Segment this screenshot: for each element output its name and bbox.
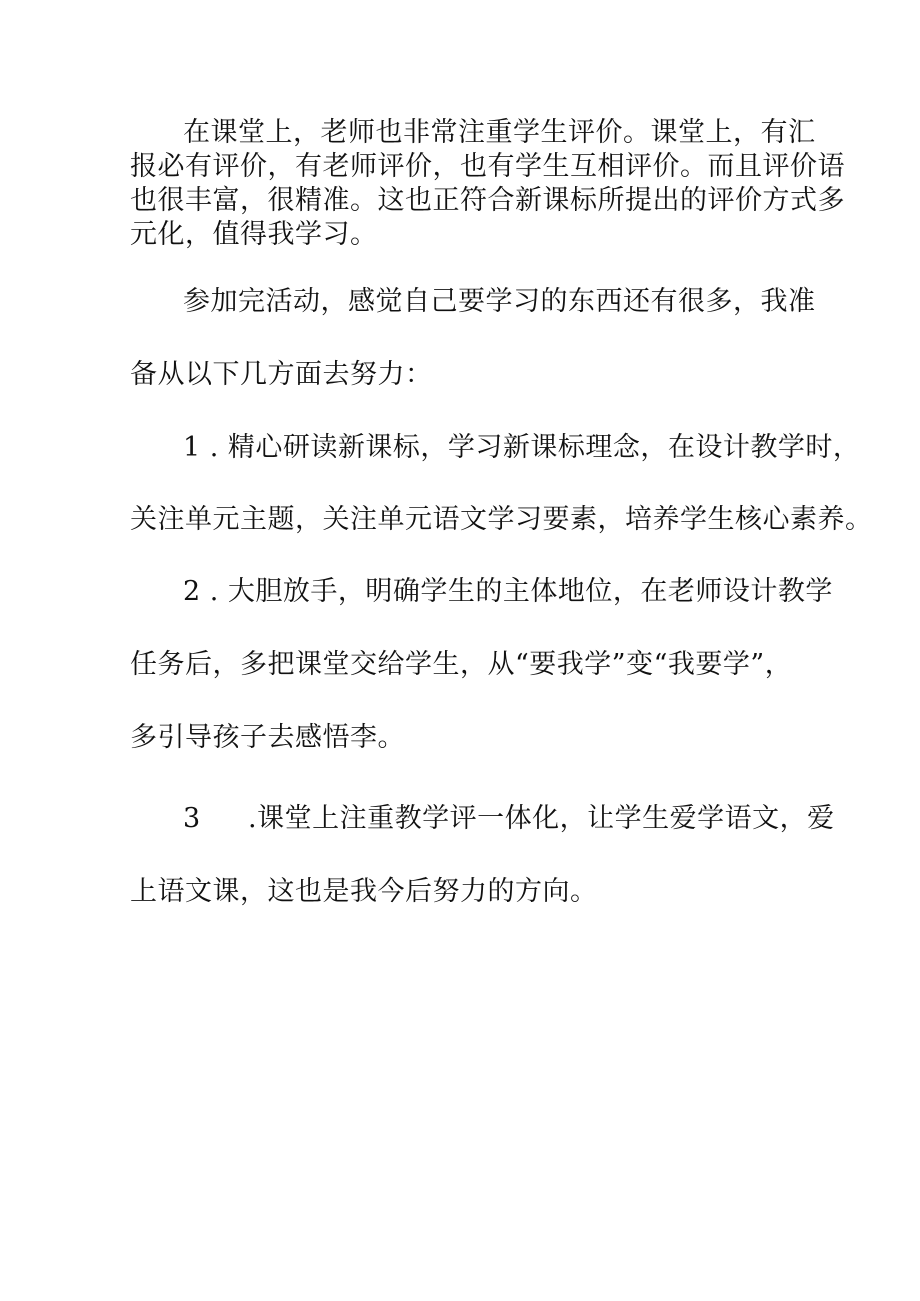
list-item-2-line-1: 2 . 大胆放手，明确学生的主体地位，在老师设计教学 xyxy=(183,576,833,607)
paragraph-1-line-1: 在课堂上，老师也非常注重学生评价。课堂上，有汇 xyxy=(183,117,816,148)
list-item-2-line-2: 任务后，多把课堂交给学生，从“要我学”变“我要学”， xyxy=(130,649,793,680)
paragraph-2-line-1: 参加完活动，感觉自己要学习的东西还有很多，我准 xyxy=(183,286,816,317)
list-item-3-line-2: 上语文课，这也是我今后努力的方向。 xyxy=(130,876,598,907)
paragraph-1-line-4: 元化，值得我学习。 xyxy=(130,219,378,250)
list-item-3-number: 3 xyxy=(183,803,201,834)
list-item-1-line-1: 1 . 精心研读新课标，学习新课标理念，在设计教学时， xyxy=(183,432,861,463)
list-item-1-line-2: 关注单元主题，关注单元语文学习要素，培养学生核心素养。 xyxy=(130,504,873,535)
list-item-3-line-1: .课堂上注重教学评一体化，让学生爱学语文，爱 xyxy=(248,803,835,834)
paragraph-1-line-2: 报必有评价，有老师评价，也有学生互相评价。而且评价语 xyxy=(130,151,845,182)
paragraph-2-line-2: 备从以下几方面去努力： xyxy=(130,359,433,390)
paragraph-1-line-3: 也很丰富，很精准。这也正符合新课标所提出的评价方式多 xyxy=(130,185,845,216)
list-item-2-line-3: 多引导孩子去感悟李。 xyxy=(130,722,405,753)
